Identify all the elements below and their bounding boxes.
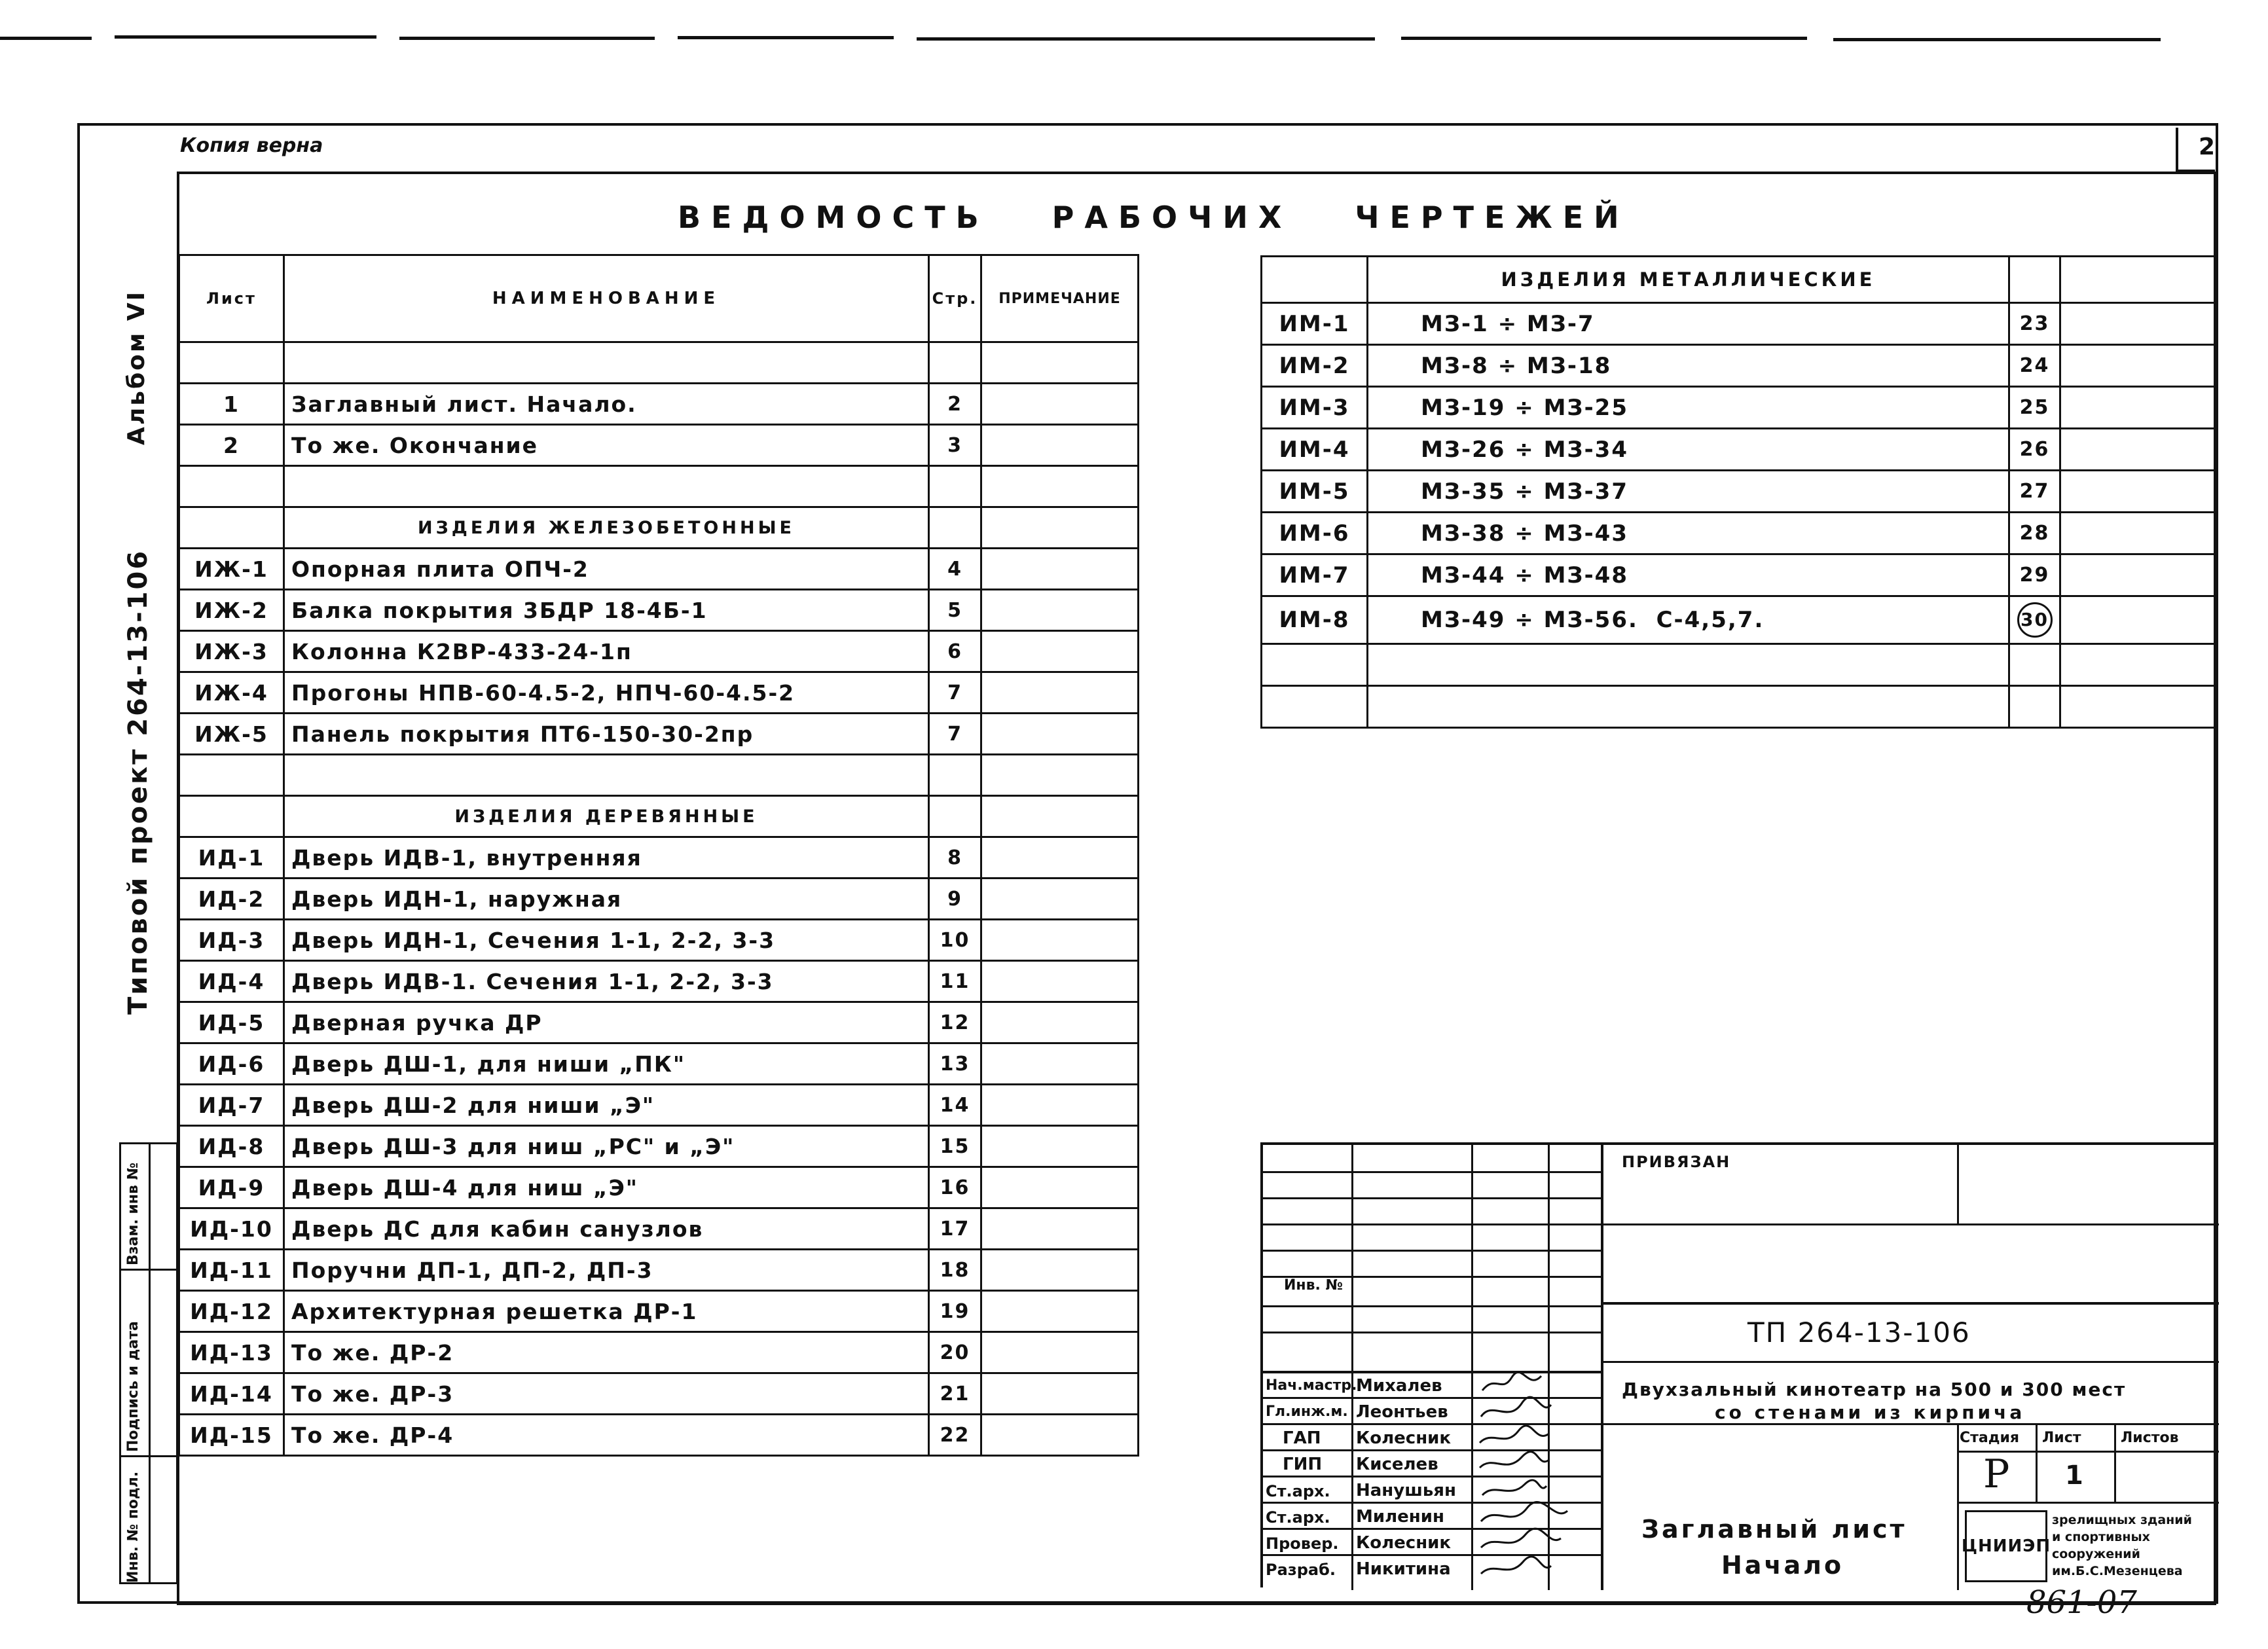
sheet-number: 2 xyxy=(2199,134,2216,160)
project-name-2: со стенами из кирпича xyxy=(1715,1402,2026,1423)
table-row: ИЖ-1 Опорная плита ОПЧ-2 4 xyxy=(179,549,1139,590)
circled-page: 30 xyxy=(2017,602,2053,638)
staff-name: Колесник xyxy=(1356,1533,1452,1553)
table-row: ИД-15 То же. ДР-4 22 xyxy=(179,1415,1139,1456)
stage-label: Стадия xyxy=(1960,1430,2020,1446)
org-name-4: им.Б.С.Мезенцева xyxy=(2052,1564,2183,1578)
project-name-1: Двухзальный кинотеатр на 500 и 300 мест xyxy=(1622,1379,2127,1400)
drawing-title-2: Начало xyxy=(1721,1551,1844,1580)
table-row: ИМ-7 МЗ-44 ÷ МЗ-48 29 xyxy=(1262,554,2218,596)
tied-label: ПРИВЯЗАН xyxy=(1622,1153,1731,1171)
stamp-inv-label: Инв. № подл. xyxy=(125,1471,141,1583)
page-title: ВЕДОМОСТЬ РАБОЧИХ ЧЕРТЕЖЕЙ xyxy=(678,200,1630,235)
table-row: ИД-9 Дверь ДШ-4 для ниш „Э" 16 xyxy=(179,1167,1139,1208)
staff-name: Михалев xyxy=(1356,1376,1442,1396)
table-row: ИМ-3 МЗ-19 ÷ МЗ-25 25 xyxy=(1262,387,2218,429)
stamp-replace-label: Взам. инв № xyxy=(125,1162,141,1265)
table-row: ИД-4 Дверь ИДВ-1. Сечения 1-1, 2-2, 3-3 11 xyxy=(179,961,1139,1002)
table-row: ИЖ-2 Балка покрытия 3БДР 18-4Б-1 5 xyxy=(179,590,1139,631)
signatures xyxy=(1476,1371,1600,1590)
col-page: Стр. xyxy=(929,255,981,342)
metal-section-header: ИЗДЕЛИЯ МЕТАЛЛИЧЕСКИЕ xyxy=(1368,257,2009,303)
staff-name: Миленин xyxy=(1356,1507,1444,1527)
staff-name: Никитина xyxy=(1356,1559,1451,1579)
org-name-3: сооружений xyxy=(2052,1547,2140,1561)
table-row: ИМ-8 МЗ-49 ÷ МЗ-56. С-4,5,7. 30 xyxy=(1262,596,2218,644)
table-row: ИМ-2 МЗ-8 ÷ МЗ-18 24 xyxy=(1262,345,2218,387)
stamp-sign-label: Подпись и дата xyxy=(125,1321,141,1452)
table-row: ИД-10 Дверь ДС для кабин санузлов 17 xyxy=(179,1208,1139,1250)
table-row: 2 То же. Окончание 3 xyxy=(179,425,1139,466)
project-label: Типовой проект 264-13-106 xyxy=(123,549,153,1015)
table-row: ИД-11 Поручни ДП-1, ДП-2, ДП-3 18 xyxy=(179,1250,1139,1291)
project-code: ТП 264-13-106 xyxy=(1747,1316,1971,1349)
copy-note: Копия верна xyxy=(180,134,323,157)
stage-value: Р xyxy=(1983,1451,2010,1497)
staff-name: Киселев xyxy=(1356,1455,1438,1474)
staff-name: Колесник xyxy=(1356,1428,1452,1448)
section-header-wood: ИЗДЕЛИЯ ДЕРЕВЯННЫЕ xyxy=(179,796,1139,837)
org-logo xyxy=(1961,1510,2051,1582)
table-row: ИМ-1 МЗ-1 ÷ МЗ-7 23 xyxy=(1262,303,2218,345)
staff-role: Нач.мастр. xyxy=(1266,1377,1357,1394)
staff-role: Ст.арх. xyxy=(1266,1508,1330,1527)
table-row: ИЖ-4 Прогоны НПВ-60-4.5-2, НПЧ-60-4.5-2 7 xyxy=(179,672,1139,714)
archive-number: 861-07 xyxy=(2026,1584,2137,1621)
org-logo-text: ЦНИИЭП xyxy=(1961,1536,2051,1556)
table-row: ИД-7 Дверь ДШ-2 для ниши „Э" 14 xyxy=(179,1085,1139,1126)
col-name: НАИМЕНОВАНИЕ xyxy=(284,255,929,342)
staff-role: ГИП xyxy=(1283,1455,1323,1474)
table-row: ИД-6 Дверь ДШ-1, для ниши „ПК" 13 xyxy=(179,1043,1139,1085)
sheet-value: 1 xyxy=(2065,1460,2083,1491)
left-stamp xyxy=(119,1142,178,1584)
table-row: ИД-13 То же. ДР-2 20 xyxy=(179,1332,1139,1373)
title-block xyxy=(1260,1142,2216,1587)
table-row: ИД-14 То же. ДР-3 21 xyxy=(179,1373,1139,1415)
table-row: ИМ-4 МЗ-26 ÷ МЗ-34 26 xyxy=(1262,429,2218,471)
staff-role: Гл.инж.м. xyxy=(1266,1404,1348,1420)
table-row: 1 Заглавный лист. Начало. 2 xyxy=(179,384,1139,425)
table-row: ИД-12 Архитектурная решетка ДР-1 19 xyxy=(179,1291,1139,1332)
album-label: Альбом VI xyxy=(123,289,150,445)
staff-role: Провер. xyxy=(1266,1534,1339,1553)
table-row: ИД-5 Дверная ручка ДР 12 xyxy=(179,1002,1139,1043)
main-table xyxy=(178,254,1139,1457)
table-row: ИЖ-3 Колонна К2ВР-433-24-1п 6 xyxy=(179,631,1139,672)
table-row: ИЖ-5 Панель покрытия ПТ6-150-30-2пр 7 xyxy=(179,714,1139,755)
sheets-label: Листов xyxy=(2121,1430,2179,1446)
table-row: ИМ-6 МЗ-38 ÷ МЗ-43 28 xyxy=(1262,513,2218,554)
table-row: ИД-3 Дверь ИДН-1, Сечения 1-1, 2-2, 3-3 10 xyxy=(179,920,1139,961)
sheet-label: Лист xyxy=(2042,1430,2081,1446)
table-row: ИД-1 Дверь ИДВ-1, внутренняя 8 xyxy=(179,837,1139,879)
table-row: ИМ-5 МЗ-35 ÷ МЗ-37 27 xyxy=(1262,471,2218,513)
drawing-title-1: Заглавный лист xyxy=(1641,1515,1907,1544)
staff-role: ГАП xyxy=(1283,1428,1321,1448)
staff-role: Разраб. xyxy=(1266,1561,1336,1579)
metal-table xyxy=(1260,255,2218,729)
inv-label: Инв. № xyxy=(1284,1277,1344,1294)
staff-name: Нанушьян xyxy=(1356,1481,1456,1500)
table-row: ИД-8 Дверь ДШ-3 для ниш „РС" и „Э" 15 xyxy=(179,1126,1139,1167)
table-row: ИД-2 Дверь ИДН-1, наружная 9 xyxy=(179,879,1139,920)
col-sheet: Лист xyxy=(179,255,284,342)
top-dashed-line xyxy=(0,33,2268,46)
org-name-1: зрелищных зданий xyxy=(2052,1513,2192,1527)
staff-role: Ст.арх. xyxy=(1266,1482,1330,1500)
staff-name: Леонтьев xyxy=(1356,1402,1448,1422)
section-header-rc: ИЗДЕЛИЯ ЖЕЛЕЗОБЕТОННЫЕ xyxy=(179,507,1139,549)
org-name-2: и спортивных xyxy=(2052,1530,2150,1544)
col-note: ПРИМЕЧАНИЕ xyxy=(981,255,1139,342)
